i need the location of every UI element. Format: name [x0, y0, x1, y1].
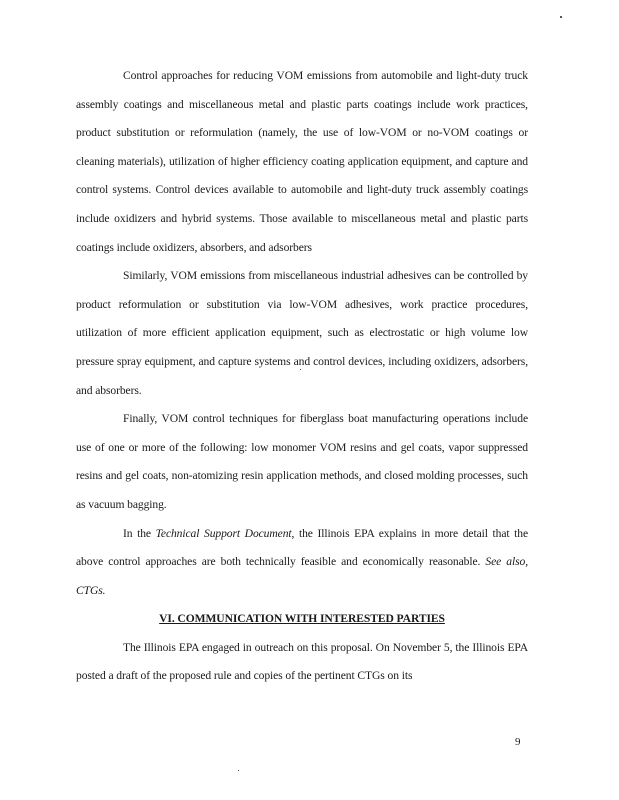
paragraph-fiberglass-boat: Finally, VOM control techniques for fiberglass boat manufacturing operations include use of one or more of the following: low monomer VOM resins and gel coats, vapor suppressed resins and gel coats, non-atomizing resin application methods, and closed molding processes, such as vacuum bagging.: [76, 412, 528, 511]
paragraph-adhesives: Similarly, VOM emissions from miscellaneous industrial adhesives can be controlled by product reformulation or substitution via low-VOM adhesives, work practice procedures, utilization of more efficient application equipment, such as electrostatic or high volume low pressure spray equipment, and capture systems and control devices, including oxidizers, adsorbers, and absorbers.: [76, 269, 528, 397]
see-also-ctgs: See also, CTGs.: [76, 555, 528, 597]
paragraph-control-approaches: Control approaches for reducing VOM emissions from automobile and light-duty truck assembly coatings and miscellaneous metal and plastic parts coatings include work practices, product substitution or reformulation (namely, the use of low-VOM or no-VOM coatings or cleaning materials), utilization of higher efficiency coating application equipment, and capture and control systems. Control devices available to automobile and light-duty truck assembly coatings include oxidizers and hybrid systems. Those available to miscellaneous metal and plastic parts coatings include oxidizers, absorbers, and adsorbers: [76, 69, 528, 254]
scan-speck: [300, 369, 301, 370]
tsd-title: Technical Support Document: [155, 526, 292, 540]
page-number: 9: [515, 736, 521, 748]
paragraph-outreach: The Illinois EPA engaged in outreach on this proposal. On November 5, the Illinois EPA posted a draft of the proposed rule and copies of the pertinent CTGs on its: [76, 640, 528, 683]
tsd-body-text: , the Illinois EPA explains in more detail that the above control approaches are both technically feasible and economically reasonable.: [76, 526, 529, 569]
tsd-intro-text: In the: [123, 526, 156, 540]
scan-speck: [560, 16, 562, 18]
section-heading: VI. COMMUNICATION WITH INTERESTED PARTIES: [159, 612, 445, 626]
document-body: [76, 62, 528, 691]
scan-speck: [238, 770, 239, 771]
paragraph-technical-support: [76, 520, 528, 606]
